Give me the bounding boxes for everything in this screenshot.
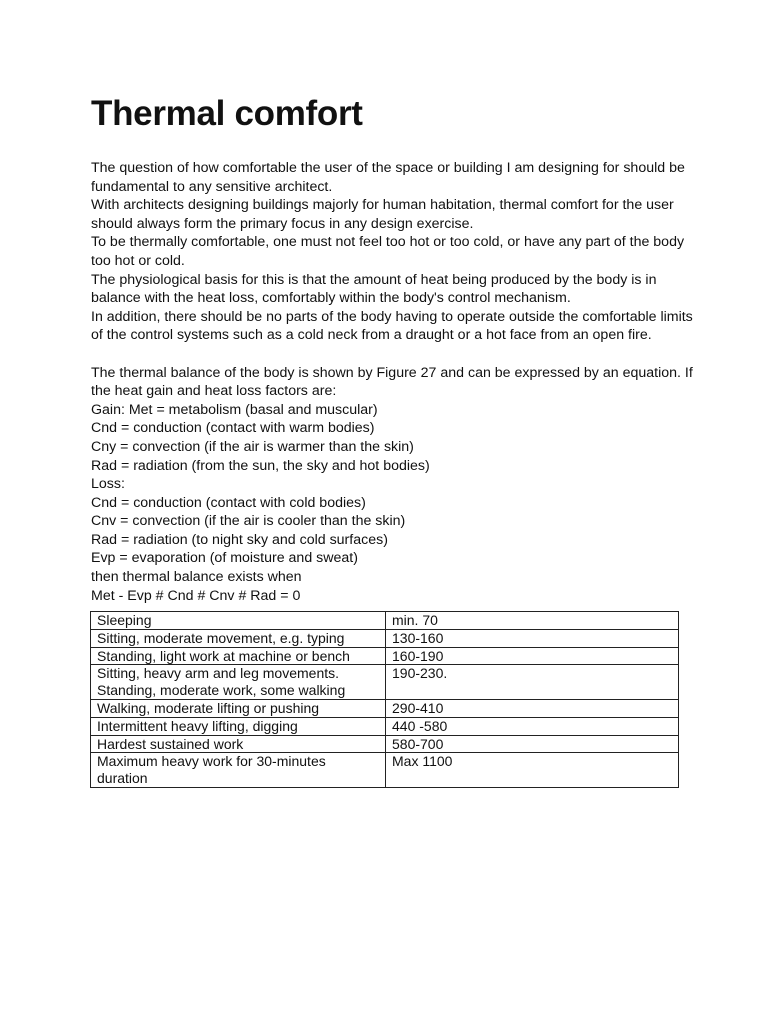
activity-cell <box>91 647 386 665</box>
text-line: Met - Evp # Cnd # Cnv # Rad = 0 <box>91 587 301 604</box>
text-line: Rad = radiation (to night sky and cold surfaces) <box>91 531 388 548</box>
text-line: balance with the heat loss, comfortably within the body's control mechanism. <box>91 290 571 307</box>
text-line: Cnv = convection (if the air is cooler than the skin) <box>91 513 406 530</box>
text-line: Cnd = conduction (contact with cold bodies) <box>91 494 366 511</box>
rate-cell: 290-410 <box>386 699 679 717</box>
rate-cell: min. 70 <box>386 612 679 630</box>
text-line: Cnd = conduction (contact with warm bodies) <box>91 420 375 437</box>
text-line: With architects designing buildings majorly for human habitation, thermal comfort for the user <box>91 197 674 214</box>
activity-cell <box>91 665 386 700</box>
rate-cell: 440 -580 <box>386 717 679 735</box>
table-row <box>91 665 679 700</box>
activity-text: Maximum heavy work for 30-minutes duration <box>97 753 326 787</box>
page-title: Thermal comfort <box>91 94 363 133</box>
activity-text: Sleeping <box>97 612 152 628</box>
text-line: The question of how comfortable the user of the space or building I am designing for should be <box>91 160 685 176</box>
document-body <box>91 159 691 605</box>
activity-text: Standing, light work at machine or bench <box>97 647 350 664</box>
text-line: should always form the primary focus in any design exercise. <box>91 215 474 232</box>
activity-cell <box>91 699 386 717</box>
activity-text: Sitting, moderate movement, e.g. typing <box>97 629 345 646</box>
text-line: the heat gain and heat loss factors are: <box>91 383 337 400</box>
activity-cell <box>91 612 386 630</box>
activity-text: Sitting, heavy arm and leg movements. <box>97 665 340 682</box>
table-row <box>91 735 679 753</box>
activity-text: Standing, moderate work, some walking <box>97 682 346 699</box>
activity-cell <box>91 629 386 647</box>
activity-cell <box>91 735 386 753</box>
rate-cell: 190-230. <box>386 665 679 700</box>
activity-cell <box>91 717 386 735</box>
table-row <box>91 647 679 665</box>
text-line: Rad = radiation (from the sun, the sky and hot bodies) <box>91 457 430 474</box>
rate-cell: 580-700 <box>386 735 679 753</box>
text-line: To be thermally comfortable, one must not feel too hot or too cold, or have any part of the body <box>91 234 685 251</box>
text-line: fundamental to any sensitive architect. <box>91 178 333 195</box>
rate-cell: Max 1100 <box>386 753 679 788</box>
text-line: The physiological basis for this is that the amount of heat being produced by the body is in <box>91 271 657 288</box>
paragraph-gap <box>91 345 691 364</box>
activity-text: Intermittent heavy lifting, digging <box>97 717 298 734</box>
text-line: The thermal balance of the body is shown by Figure 27 and can be expressed by an equation. If <box>91 364 693 381</box>
table-row <box>91 612 679 630</box>
text-line: of the control systems such as a cold neck from a draught or a hot face from an open fire. <box>91 327 652 344</box>
paragraph-thermal-balance <box>91 364 691 606</box>
activity-text: Walking, moderate lifting or pushing <box>97 699 320 716</box>
table-row <box>91 717 679 735</box>
text-line: then thermal balance exists when <box>91 569 302 586</box>
text-line: too hot or cold. <box>91 252 185 269</box>
table-row <box>91 629 679 647</box>
text-line: Gain: Met = metabolism (basal and muscular) <box>91 401 378 418</box>
table-row <box>91 753 679 788</box>
text-line: In addition, there should be no parts of the body having to operate outside the comfortable limits <box>91 308 693 325</box>
text-line: Cny = convection (if the air is warmer than the skin) <box>91 438 414 455</box>
activity-cell <box>91 753 386 788</box>
metabolic-rate-table <box>90 611 679 788</box>
activity-text: Hardest sustained work <box>97 735 244 752</box>
paragraph-intro <box>91 159 691 345</box>
rate-cell: 160-190 <box>386 647 679 665</box>
text-line: Loss: <box>91 476 125 493</box>
rate-cell: 130-160 <box>386 629 679 647</box>
table-row <box>91 699 679 717</box>
text-line: Evp = evaporation (of moisture and sweat) <box>91 550 358 567</box>
